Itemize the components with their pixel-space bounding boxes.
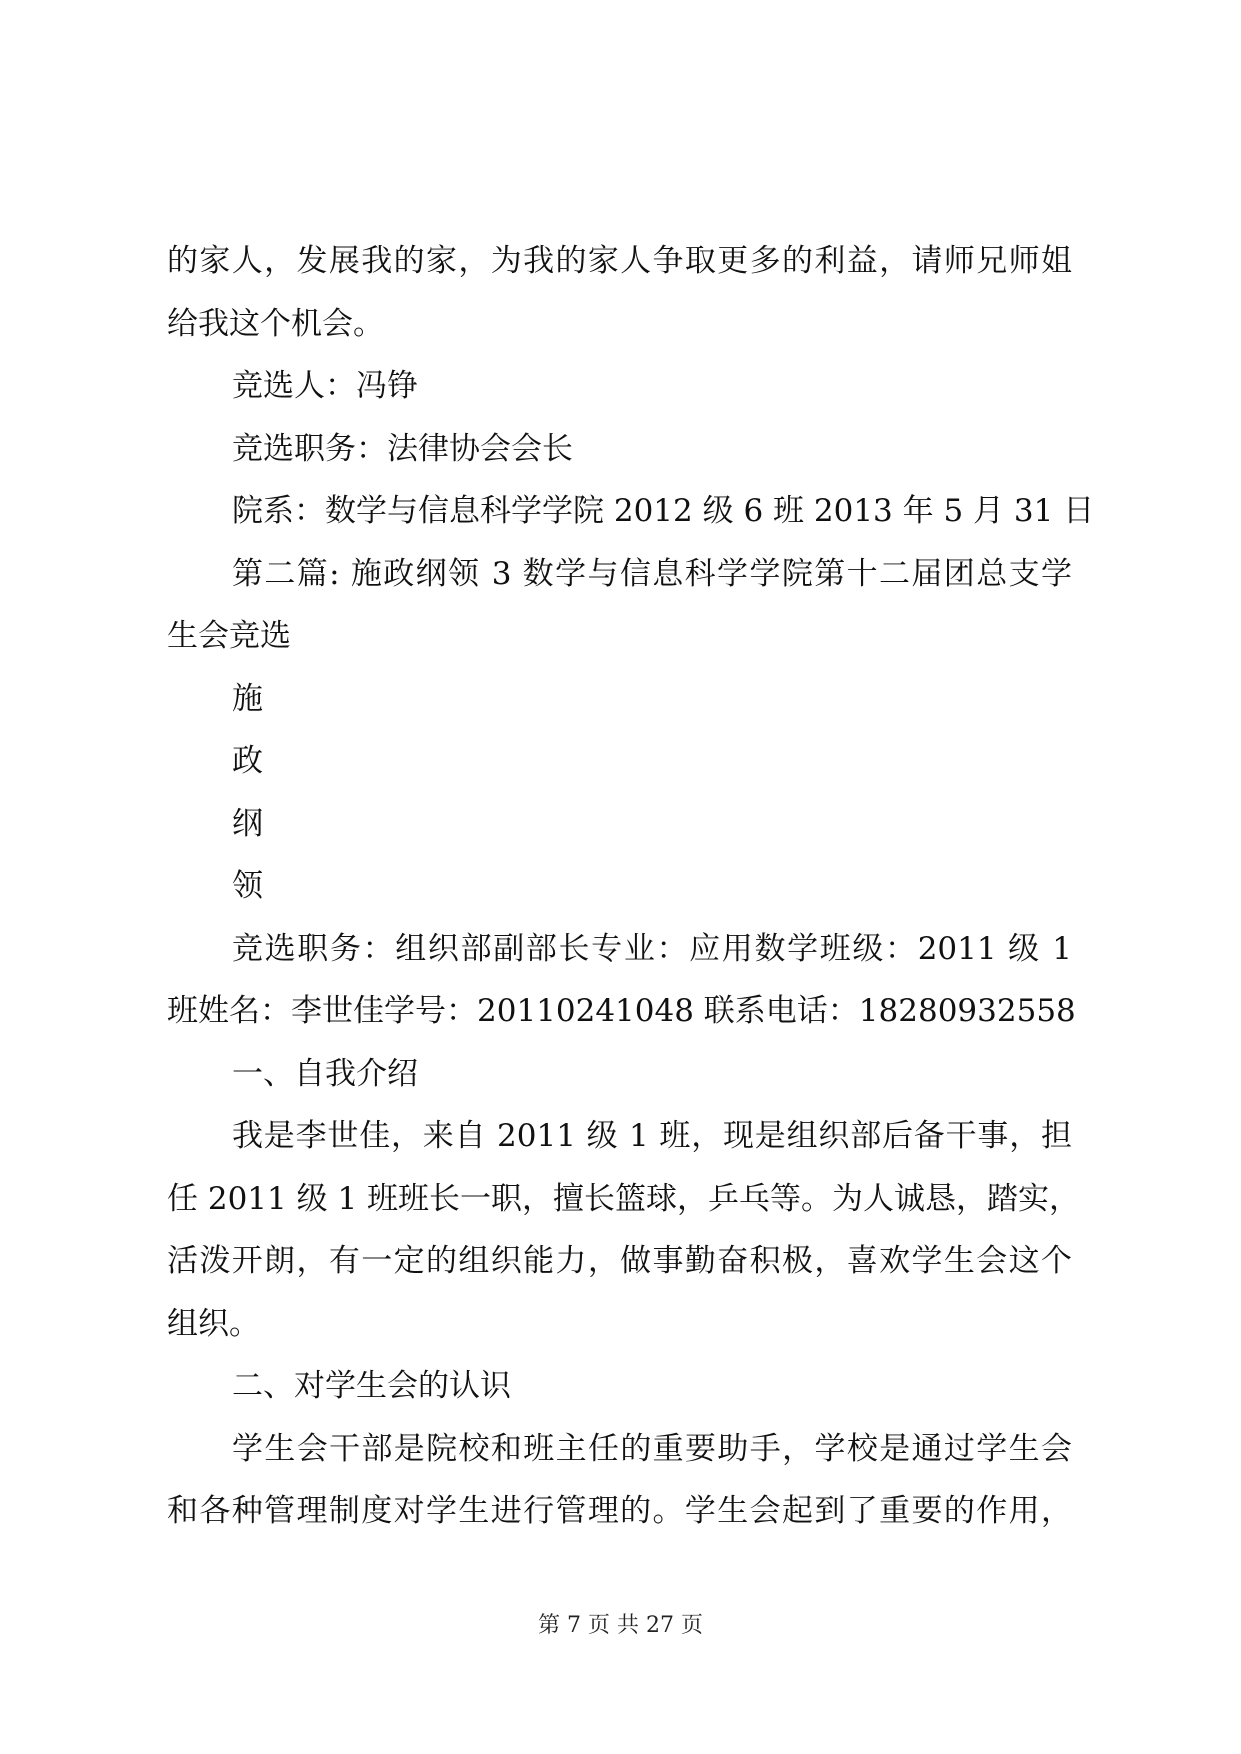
applicant-info-line: 竞选职务：组织部副部长专业：应用数学班级：2011 级 1 [232, 930, 1072, 967]
text-line: 给我这个机会。 [167, 305, 384, 342]
text-line: 学生会干部是院校和班主任的重要助手，学校是通过学生会 [232, 1430, 1072, 1467]
text-line: 组织。 [167, 1305, 260, 1342]
text-line: 我是李世佳，来自 2011 级 1 班，现是组织部后备干事，担 [232, 1118, 1072, 1154]
text-line: 和各种管理制度对学生进行管理的。学生会起到了重要的作用， [167, 1493, 1072, 1529]
vertical-title-char: 纲 [232, 805, 263, 842]
section-heading-continuation: 生会竞选 [167, 618, 291, 654]
vertical-title-char: 领 [232, 868, 263, 904]
text-line: 活泼开朗，有一定的组织能力，做事勤奋积极，喜欢学生会这个 [167, 1243, 1072, 1279]
text-line: 任 2011 级 1 班班长一职，擅长篮球，乒乓等。为人诚恳，踏实， [167, 1180, 1081, 1217]
vertical-title-char: 施 [232, 680, 263, 717]
text-line: 的家人，发展我的家，为我的家人争取更多的利益，请师兄师姐 [167, 243, 1072, 279]
section-heading-line: 第二篇: 施政纲领 3 数学与信息科学学院第十二届团总支学 [232, 555, 1072, 592]
subheading-student-union: 二、对学生会的认识 [232, 1368, 511, 1404]
page-number-footer: 第 7 页 共 27 页 [538, 1613, 703, 1638]
subheading-self-introduction: 一、自我介绍 [232, 1055, 418, 1092]
document-body [167, 230, 1095, 1543]
candidate-name-line: 竞选人：冯铮 [232, 368, 418, 404]
candidate-position-line: 竞选职务：法律协会会长 [232, 430, 573, 467]
department-date-line: 院系：数学与信息科学学院 2012 级 6 班 2013 年 5 月 31 日 [232, 493, 1095, 529]
vertical-title-char: 政 [232, 743, 263, 779]
applicant-info-line: 班姓名：李世佳学号：20110241048 联系电话：18280932558 [167, 993, 1076, 1029]
